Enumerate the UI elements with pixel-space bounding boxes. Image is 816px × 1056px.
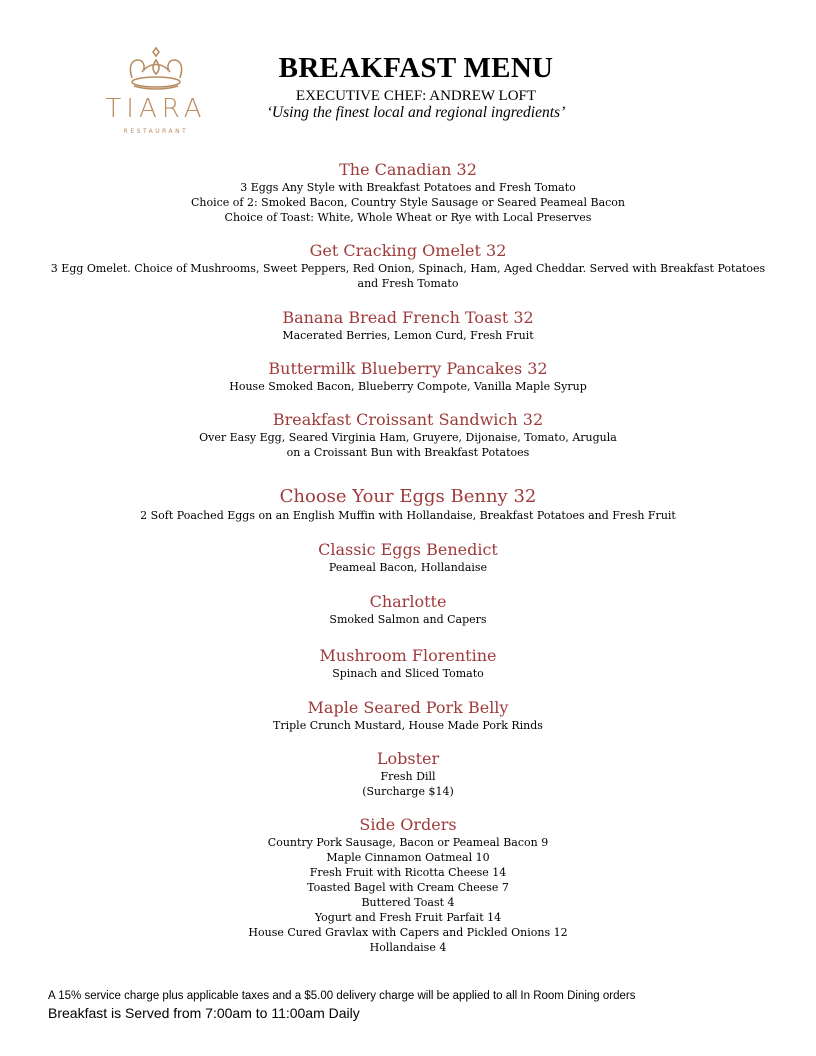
menu-item-french-toast — [0, 308, 816, 343]
side-order-item: Fresh Fruit with Ricotta Cheese 14 — [309, 866, 507, 879]
logo-subtitle: RESTAURANT — [123, 128, 189, 135]
menu-item-desc: Triple Crunch Mustard, House Made Pork Rinds — [273, 719, 543, 732]
side-order-item: Toasted Bagel with Cream Cheese 7 — [307, 881, 509, 894]
menu-item-classic-benedict — [0, 540, 816, 575]
side-order-item: Hollandaise 4 — [369, 941, 447, 954]
side-order-item: Maple Cinnamon Oatmeal 10 — [326, 851, 490, 864]
side-order-item: Country Pork Sausage, Bacon or Peameal Bacon 9 — [267, 836, 549, 849]
breakfast-hours: Breakfast is Served from 7:00am to 11:00am Daily — [48, 1005, 360, 1021]
crown-icon — [122, 44, 190, 92]
menu-item-desc: on a Croissant Bun with Breakfast Potatoes — [286, 446, 530, 459]
menu-item-title: Classic Eggs Benedict — [318, 540, 498, 559]
tagline: ‘Using the finest local and regional ingredients’ — [266, 104, 566, 121]
menu-item-title: The Canadian 32 — [339, 160, 477, 179]
menu-item-title: Choose Your Eggs Benny 32 — [279, 486, 537, 507]
menu-item-pork-belly — [0, 698, 816, 733]
menu-item-desc: Peameal Bacon, Hollandaise — [328, 561, 488, 574]
menu-item-title: Banana Bread French Toast 32 — [282, 308, 534, 327]
menu-item-title: Maple Seared Pork Belly — [307, 698, 509, 717]
menu-item-desc: Choice of 2: Smoked Bacon, Country Style Sausage or Seared Peameal Bacon — [190, 196, 625, 209]
menu-item-canadian — [0, 160, 816, 225]
menu-item-desc: Macerated Berries, Lemon Curd, Fresh Fruit — [282, 329, 534, 342]
menu-item-desc: Choice of Toast: White, Whole Wheat or Rye with Local Preserves — [224, 211, 592, 224]
restaurant-logo — [100, 44, 212, 140]
menu-item-desc: and Fresh Tomato — [357, 277, 459, 290]
menu-item-desc: 2 Soft Poached Eggs on an English Muffin with Hollandaise, Breakfast Potatoes and Fresh Fruit — [140, 509, 676, 522]
menu-item-title: Get Cracking Omelet 32 — [309, 241, 507, 260]
menu-item-lobster — [0, 749, 816, 799]
side-order-item: Buttered Toast 4 — [361, 896, 455, 909]
menu-item-desc: 3 Eggs Any Style with Breakfast Potatoes and Fresh Tomato — [240, 181, 576, 194]
side-orders — [0, 815, 816, 955]
service-charge-note: A 15% service charge plus applicable taxes and a $5.00 delivery charge will be applied to all In Room Dining orders — [48, 990, 636, 1002]
menu-item-title: Buttermilk Blueberry Pancakes 32 — [268, 359, 548, 378]
chef-credit: EXECUTIVE CHEF: ANDREW LOFT — [295, 88, 537, 104]
menu-item-desc: Over Easy Egg, Seared Virginia Ham, Gruyere, Dijonaise, Tomato, Arugula — [199, 431, 617, 444]
menu-item-charlotte — [0, 592, 816, 627]
menu-item-title: Breakfast Croissant Sandwich 32 — [272, 410, 544, 429]
menu-item-desc: (Surcharge $14) — [362, 785, 454, 798]
menu-item-desc: House Smoked Bacon, Blueberry Compote, Vanilla Maple Syrup — [229, 380, 587, 393]
menu-item-title: Mushroom Florentine — [319, 646, 497, 665]
menu-item-desc: Smoked Salmon and Capers — [329, 613, 487, 626]
side-orders-title: Side Orders — [359, 815, 457, 834]
menu-item-eggs-benny — [0, 486, 816, 523]
side-order-item: Yogurt and Fresh Fruit Parfait 14 — [314, 911, 502, 924]
menu-item-title: Charlotte — [369, 592, 447, 611]
menu-item-pancakes — [0, 359, 816, 394]
menu-item-croissant — [0, 410, 816, 460]
menu-item-desc: Fresh Dill — [380, 770, 436, 783]
menu-item-title: Lobster — [376, 749, 440, 768]
menu-item-desc: 3 Egg Omelet. Choice of Mushrooms, Sweet Peppers, Red Onion, Spinach, Ham, Aged Cheddar. Served with Breakfast Potatoes — [50, 262, 766, 275]
menu-item-desc: Spinach and Sliced Tomato — [332, 667, 484, 680]
menu-item-omelet — [0, 241, 816, 291]
menu-item-mushroom-florentine — [0, 646, 816, 681]
logo-wordmark: TIARA — [105, 94, 207, 124]
side-order-item: House Cured Gravlax with Capers and Pickled Onions 12 — [248, 926, 568, 939]
page-title: BREAKFAST MENU — [278, 52, 554, 84]
